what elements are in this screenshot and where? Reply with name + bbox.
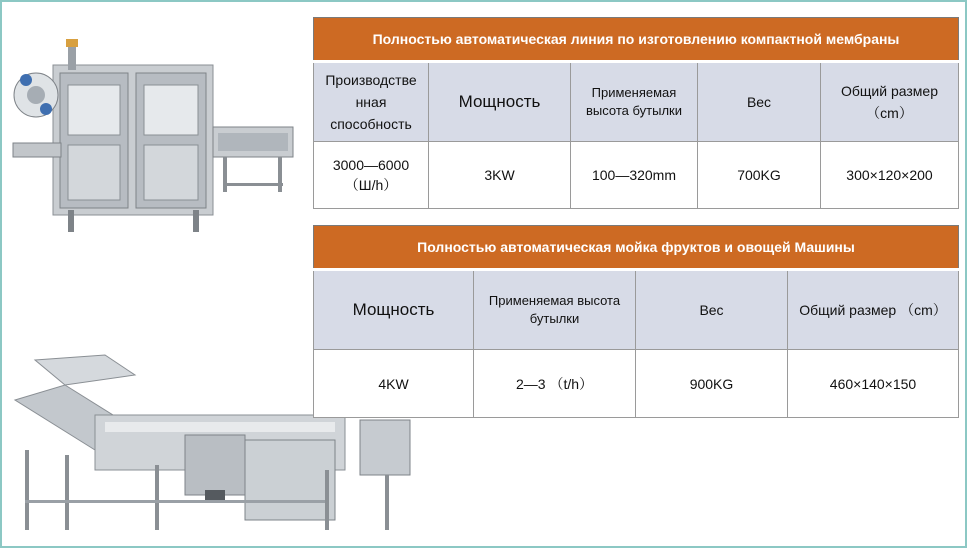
value-power: 3KW xyxy=(429,142,571,209)
header-power: Мощность xyxy=(429,62,571,142)
value-power: 4KW xyxy=(314,350,474,418)
spec-table-membrane-line xyxy=(313,17,959,209)
labeling-machine-image xyxy=(8,35,308,240)
header-overall-size: Общий размер （cm） xyxy=(788,270,959,350)
value-capacity: 3000—6000 （Ш/h） xyxy=(314,142,429,209)
value-overall-size: 460×140×150 xyxy=(788,350,959,418)
table-title: Полностью автоматическая линия по изготовлению компактной мембраны xyxy=(314,18,959,62)
value-overall-size: 300×120×200 xyxy=(821,142,959,209)
spec-table-fruit-washer xyxy=(313,225,959,418)
header-overall-size: Общий размер （cm） xyxy=(821,62,959,142)
header-capacity: Производстве нная способность xyxy=(314,62,429,142)
value-weight: 900KG xyxy=(636,350,788,418)
header-bottle-height: Применяемая высота бутылки xyxy=(571,62,698,142)
header-bottle-height: Применяемая высота бутылки xyxy=(474,270,636,350)
table-title: Полностью автоматическая мойка фруктов и овощей Машины xyxy=(314,226,959,270)
header-weight: Вес xyxy=(698,62,821,142)
value-capacity: 2—3 （t/h） xyxy=(474,350,636,418)
header-weight: Вес xyxy=(636,270,788,350)
value-weight: 700KG xyxy=(698,142,821,209)
value-bottle-height: 100—320mm xyxy=(571,142,698,209)
header-power: Мощность xyxy=(314,270,474,350)
